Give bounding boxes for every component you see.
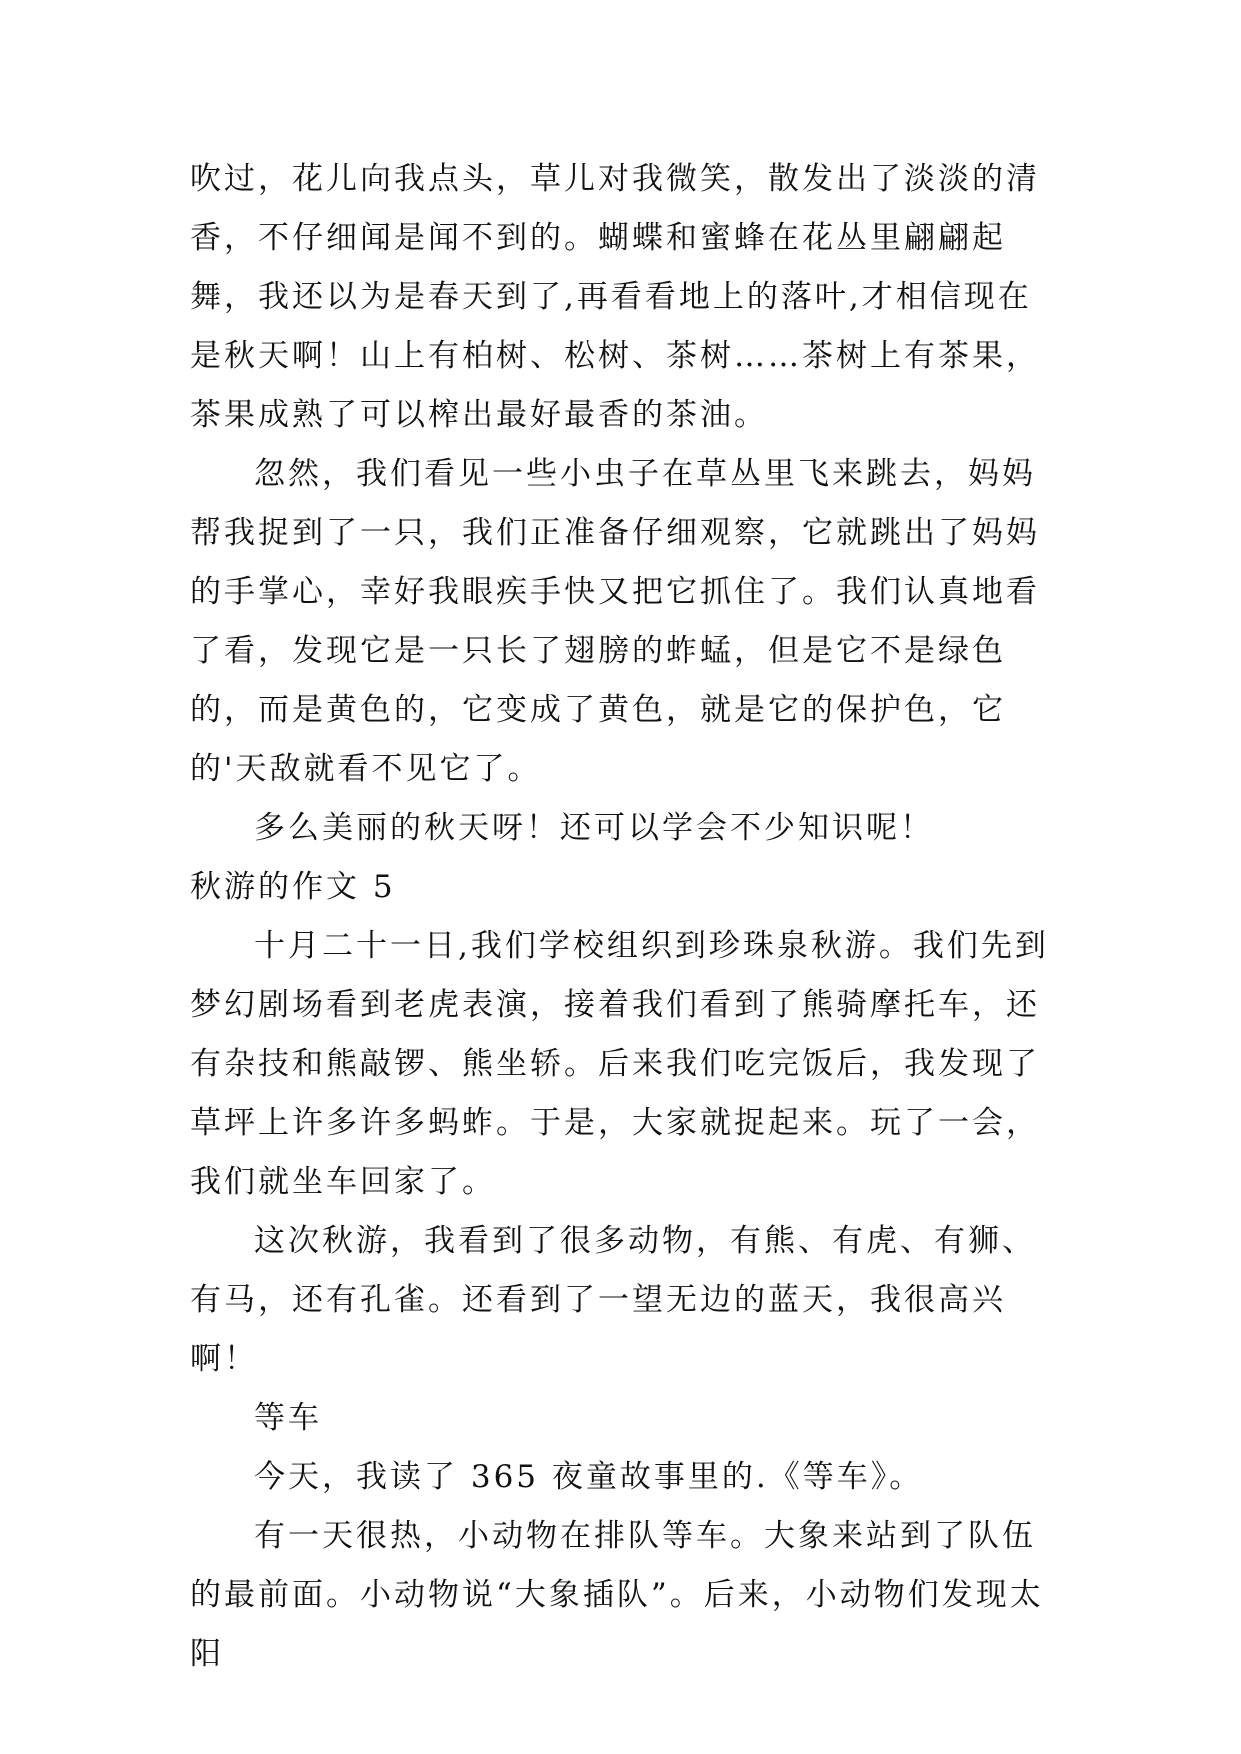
paragraph-animals: 这次秋游，我看到了很多动物，有熊、有虎、有狮、有马，还有孔雀。还看到了一望无边的蓝天，我很高兴啊！ [190,1223,1036,1377]
paragraph-autumn-scene: 吹过，花儿向我点头，草儿对我微笑，散发出了淡淡的清香，不仔细闻是闻不到的。蝴蝶和蜜蜂在花丛里翩翩起舞，我还以为是春天到了,再看看地上的落叶,才相信现在是秋天啊！山上有柏树、松树、茶树……茶树上有茶果，茶果成熟了可以榨出最好最香的茶油。 [190,161,1040,433]
paragraph-zhenzhuquan-trip: 十月二十一日,我们学校组织到珍珠泉秋游。我们先到梦幻剧场看到老虎表演，接着我们看到了熊骑摩托车，还有杂技和熊敲锣、熊坐轿。后来我们吃完饭后，我发现了草坪上许多许多蚂蚱。于是，大家就捉起来。玩了一会，我们就坐车回家了。 [190,928,1049,1200]
paragraph-closing: 多么美丽的秋天呀！还可以学会不少知识呢！ [254,810,934,846]
document-body [190,150,1050,1684]
essay-title: 秋游的作文 5 [190,869,396,905]
story-title: 等车 [254,1400,322,1436]
paragraph-reading: 今天，我读了 365 夜童故事里的.《等车》。 [254,1459,924,1495]
paragraph-queue-story: 有一天很热，小动物在排队等车。大象来站到了队伍的最前面。小动物说“大象插队”。后来，小动物们发现太阳 [190,1518,1044,1672]
paragraph-grasshopper: 忽然，我们看见一些小虫子在草丛里飞来跳去，妈妈帮我捉到了一只，我们正准备仔细观察，它就跳出了妈妈的手掌心，幸好我眼疾手快又把它抓住了。我们认真地看了看，发现它是一只长了翅膀的蚱蜢，但是它不是绿色的，而是黄色的，它变成了黄色，就是它的保护色，它的'天敌就看不见它了。 [190,456,1040,787]
